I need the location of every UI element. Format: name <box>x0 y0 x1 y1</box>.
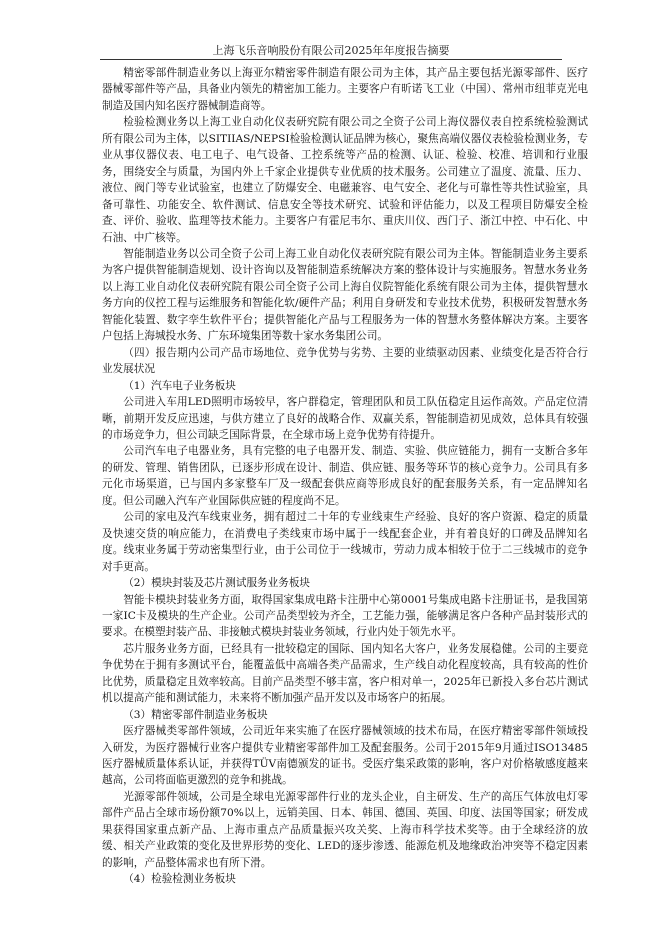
paragraph-auto-led: 公司进入车用LED照明市场较早，客户群稳定，管理团队和员工队伍稳定且运作高效。产品定位清晰，前期开发反应迅速，与供方建立了良好的战略合作、双赢关系，智能制造初见成效，总体具有较强的市场竞争力，但公司缺乏国际背景，在全球市场上竞争优势有待提升。 <box>102 396 588 441</box>
paragraph-chip-testing: 芯片服务业务方面，已经具有一批较稳定的国际、国内知名大客户，业务发展稳健。公司的主要竞争优势在于拥有多测试平台，能覆盖低中高端各类产品需求，生产线自动化程度较高，具有较高的性价比优势，质量稳定且效率较高。目前产品类型不够丰富，客户相对单一，2025年已新投入多台芯片测试机以提高产能和测试能力，未来将不断加强产品开发以及市场客户的拓展。 <box>102 642 588 705</box>
header-divider <box>100 59 562 60</box>
paragraph-smart-card: 智能卡模块封装业务方面，取得国家集成电路卡注册中心第0001号集成电路卡注册证书，是我国第一家IC卡及模块的生产企业。公司产品类型较为齐全，工艺能力强，能够满足客户各种产品封装形式的要求。在模塑封装产品、非接触式模块封装业务领域，行业内处于领先水平。 <box>102 593 588 639</box>
paragraph-precision-parts-overview: 精密零部件制造业务以上海亚尔精密零件制造有限公司为主体，其产品主要包括光源零部件、医疗器械零部件等产品，具备业内领先的精密加工能力。主要客户有昕诺飞工业（中国）、常州市纽菲克光电制造及国内知名医疗器械制造商等。 <box>102 67 588 112</box>
subheading-precision-parts: （3）精密零部件制造业务板块 <box>123 708 268 721</box>
paragraph-intelligent-manufacturing: 智能制造业务以公司全资子公司上海工业自动化仪表研究院有限公司为主体。智能制造业务主要系为客户提供智能制造规划、设计咨询以及智能制造系统解决方案的整体设计与实施服务。智慧水务业务以上海工业自动化仪表研究院有限公司全资子公司上海自仪院智能化系统有限公司为主体，提供智慧水务方向的仪控工程与运维服务和智能化软/硬件产品；利用自身研发和专业技术优势，积极研发智慧水务智能化装置、数字孪生软件平台；提供智能化产品与工程服务为一体的智慧水务整体解决方案。主要客户包括上海城投水务、广东环境集团等数十家水务集团公司。 <box>102 247 588 343</box>
page-header-title: 上海飞乐音响股份有限公司2025年年度报告摘要 <box>212 44 450 57</box>
paragraph-auto-electrical: 公司汽车电子电器业务，具有完整的电子电器开发、制造、实验、供应链能力，拥有一支断合多年的研发、管理、销售团队，已逐步形成在设计、制造、供应链、服务等环节的核心竞争力。公司具有多元化市场渠道，已与国内多家整车厂及一级配套供应商等形成良好的配套服务关系，有一定品牌知名度。但公司融入汽车产业国际供应链的程度尚不足。 <box>102 445 588 507</box>
section-heading-market-position: （四）报告期内公司产品市场地位、竞争优势与劣势、主要的业绩驱动因素、业绩变化是否符合行业发展状况 <box>102 346 588 376</box>
paragraph-light-source-parts: 光源零部件领域，公司是全球电光源零部件行业的龙头企业，自主研发、生产的高压气体放电灯零部件产品占全球市场份额70%以上，远销美国、日本、韩国、德国、英国、印度、法国等国家；研发成果获得国家重点新产品、上海市重点产品质量振兴攻关奖、上海市科学技术奖等。由于全球经济的放缓、相关产业政策的变化及世界形势的变化、LED的逐步渗透、能源危机及地缘政治冲突等不稳定因素的影响，产品整体需求也有所下滑。 <box>102 790 588 869</box>
subheading-auto-electronics: （1）汽车电子业务板块 <box>123 379 236 392</box>
subheading-inspection: （4）检验检测业务板块 <box>123 873 236 886</box>
paragraph-medical-parts: 医疗器械类零部件领域，公司近年来实施了在医疗器械领域的技术布局，在医疗精密零部件领域投入研发，为医疗器械行业客户提供专业精密零部件加工及配套服务。公司于2015年9月通过ISO13485医疗器械质量体系认证，并获得TÜV南德颁发的证书。受医疗集采政策的影响，客户对价格敏感度越来越高，公司将面临更激烈的竞争和挑战。 <box>102 725 588 787</box>
paragraph-inspection-overview: 检验检测业务以上海工业自动化仪表研究院有限公司之全资子公司上海仪器仪表自控系统检验测试所有限公司为主体，以SITIIAS/NEPSI检验检测认证品牌为核心，聚焦高端仪器仪表检验检测业务，专业从事仪器仪表、电工电子、电气设备、工控系统等产品的检测、认证、检验、校准、培训和行业服务，围绕安全与质量，为国内外上千家企业提供专业优质的技术服务。公司建立了温度、流量、压力、液位、阀门等专业试验室，也建立了防爆安全、电磁兼容、电气安全、老化与可靠性等共性试验室，具备可靠性、功能安全、软件测试、信息安全等技术研究、试验和评估能力，以及工程项目防爆安全检查、评价、验收、监理等技术能力。主要客户有霍尼韦尔、重庆川仪、西门子、浙江中控、中石化、中石油、中广核等。 <box>102 116 588 244</box>
subheading-module-packaging: （2）模块封装及芯片测试服务业务板块 <box>123 577 311 590</box>
report-body <box>102 65 588 888</box>
paragraph-wire-harness: 公司的家电及汽车线束业务，拥有超过二十年的专业线束生产经验、良好的客户资源、稳定的质量及快速交货的响应能力，在消费电子类线束市场中属于一线配套企业，并有着良好的口碑及品牌知名度。线束业务属于劳动密集型行业，由于公司位于一线城市，劳动力成本相较于位于二三线城市的竞争对手更高。 <box>102 511 588 573</box>
